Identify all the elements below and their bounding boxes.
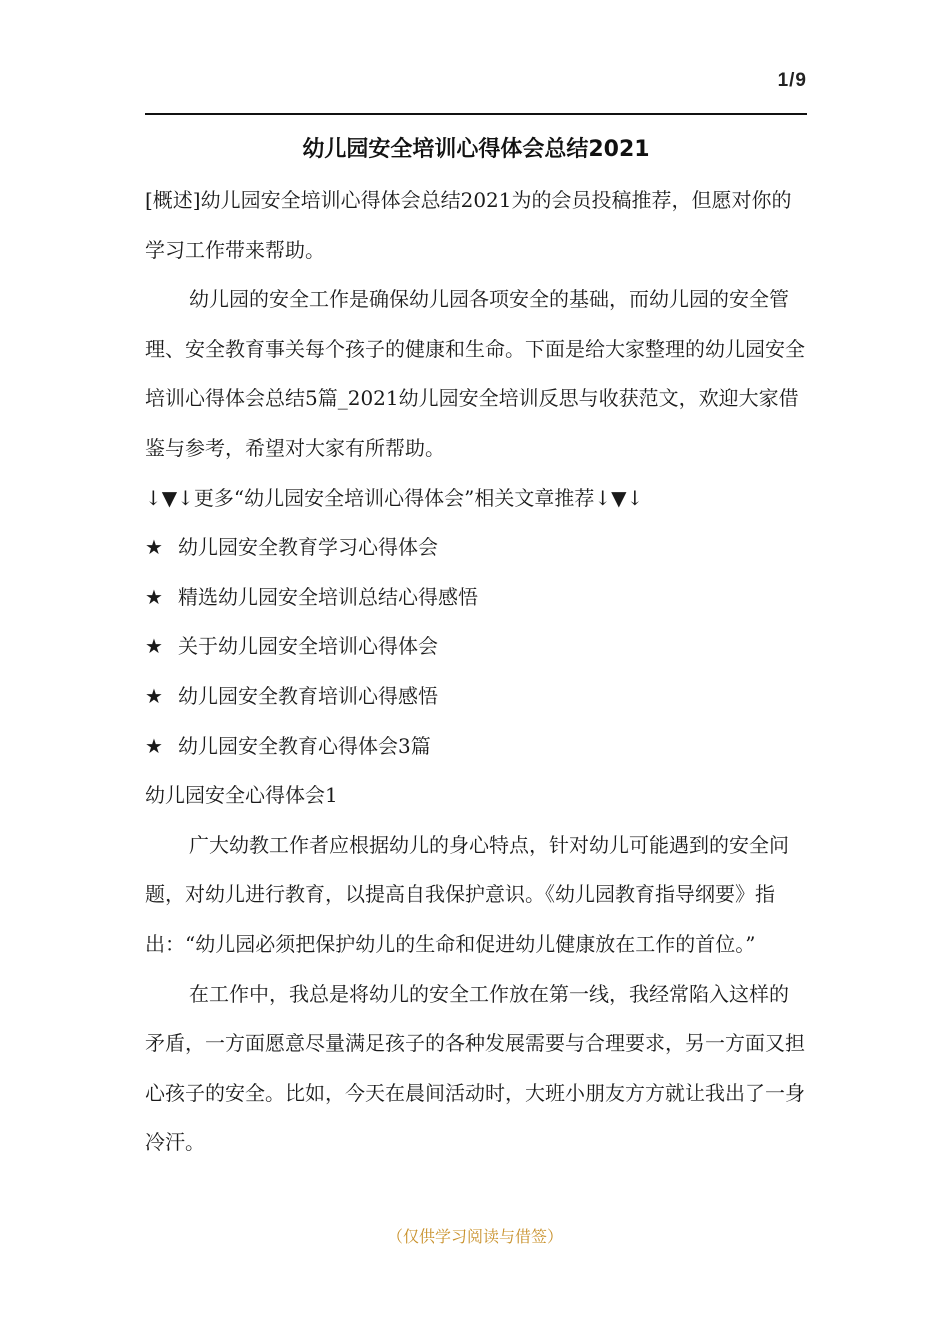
star-icon: ★ bbox=[145, 634, 163, 659]
header-divider bbox=[145, 113, 807, 115]
document-body bbox=[145, 176, 807, 1168]
body-paragraph-1: 广大幼教工作者应根据幼儿的身心特点，针对幼儿可能遇到的安全问题，对幼儿进行教育，以提高自我保护意识。《幼儿园教育指导纲要》指出：“幼儿园必须把保护幼儿的生命和促进幼儿健康放在工作的首位。” bbox=[145, 832, 789, 956]
recommended-article-title: 幼儿园安全教育学习心得体会 bbox=[178, 535, 438, 560]
recommended-article-link[interactable] bbox=[145, 722, 807, 772]
abstract-paragraph: [概述]幼儿园安全培训心得体会总结2021为的会员投稿推荐，但愿对你的学习工作带来帮助。 bbox=[145, 188, 792, 262]
recommended-article-title: 幼儿园安全教育培训心得感悟 bbox=[178, 683, 438, 708]
recommended-article-link[interactable] bbox=[145, 573, 807, 623]
star-icon: ★ bbox=[145, 584, 163, 609]
document-title: 幼儿园安全培训心得体会总结2021 bbox=[302, 137, 650, 162]
recommended-article-link[interactable] bbox=[145, 523, 807, 573]
footer-note: （仅供学习阅读与借签） bbox=[386, 1227, 563, 1246]
recommended-article-link[interactable] bbox=[145, 672, 807, 722]
page-indicator: 1/9 bbox=[777, 70, 807, 91]
recommended-article-title: 精选幼儿园安全培训总结心得感悟 bbox=[178, 584, 478, 609]
intro-paragraph: 幼儿园的安全工作是确保幼儿园各项安全的基础，而幼儿园的安全管理、安全教育事关每个孩子的健康和生命。下面是给大家整理的幼儿园安全培训心得体会总结5篇_2021幼儿园安全培训反思与收获范文，欢迎大家借鉴与参考，希望对大家有所帮助。 bbox=[145, 287, 805, 460]
body-paragraph-2: 在工作中，我总是将幼儿的安全工作放在第一线，我经常陷入这样的矛盾，一方面愿意尽量满足孩子的各种发展需要与合理要求，另一方面又担心孩子的安全。比如，今天在晨间活动时，大班小朋友方方就让我出了一身冷汗。 bbox=[145, 981, 805, 1155]
recommended-article-link[interactable] bbox=[145, 622, 807, 672]
recommended-article-title: 幼儿园安全教育心得体会3篇 bbox=[178, 733, 431, 758]
recommend-line: ↓▼↓更多“幼儿园安全培训心得体会”相关文章推荐↓▼↓ bbox=[145, 485, 644, 510]
star-icon: ★ bbox=[145, 535, 163, 560]
recommended-article-title: 关于幼儿园安全培训心得体会 bbox=[178, 634, 438, 659]
section-heading: 幼儿园安全心得体会1 bbox=[145, 783, 338, 808]
star-icon: ★ bbox=[145, 733, 163, 758]
star-icon: ★ bbox=[145, 683, 163, 708]
